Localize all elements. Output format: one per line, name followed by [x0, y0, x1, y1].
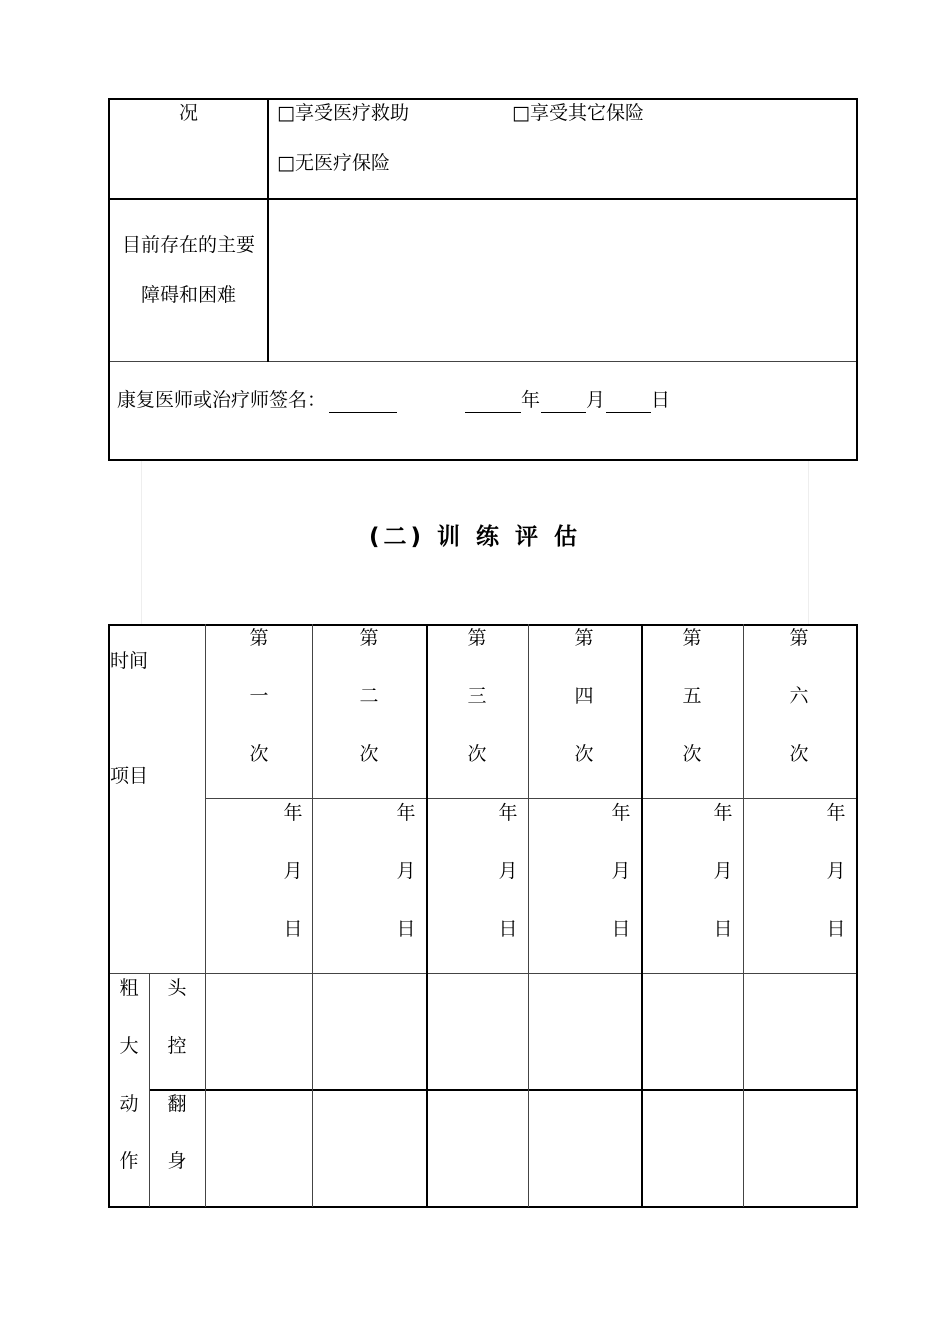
item-head-control-char-2: 控: [167, 1035, 187, 1057]
date-1-year: 年: [283, 802, 303, 824]
session-5-char-2: 五: [682, 685, 702, 707]
session-4-char-3: 次: [574, 743, 594, 765]
row2-label-line2: 障碍和困难: [141, 284, 237, 306]
row2-label-line1: 目前存在的主要: [122, 234, 256, 256]
item-rolling-char-2: 身: [167, 1150, 187, 1172]
date-6-month: 月: [826, 860, 846, 882]
date-4-day: 日: [611, 918, 631, 940]
date-6-year: 年: [826, 802, 846, 824]
session-6-char-2: 六: [789, 685, 809, 707]
session-5-char-1: 第: [682, 627, 702, 649]
year-label: 年: [521, 389, 541, 411]
row1-label: 况: [179, 102, 199, 124]
month-field[interactable]: [541, 412, 586, 413]
section-title: (二) 训 练 评 估: [368, 524, 582, 550]
day-field[interactable]: [606, 412, 651, 413]
session-3-char-1: 第: [467, 627, 487, 649]
header-time: 时间: [110, 650, 149, 672]
checkbox-no-insurance[interactable]: □无医疗保险: [277, 152, 390, 174]
date-5-month: 月: [713, 860, 733, 882]
date-3-month: 月: [498, 860, 518, 882]
header-item: 项目: [110, 765, 149, 787]
category-char-3: 动: [119, 1093, 139, 1115]
date-2-month: 月: [396, 860, 416, 882]
signature-label: 康复医师或治疗师签名：: [117, 389, 327, 411]
session-2-char-2: 二: [359, 685, 379, 707]
session-4-char-1: 第: [574, 627, 594, 649]
date-2-day: 日: [396, 918, 416, 940]
session-5-char-3: 次: [682, 743, 702, 765]
date-5-year: 年: [713, 802, 733, 824]
day-label: 日: [651, 389, 671, 411]
date-2-year: 年: [396, 802, 416, 824]
date-3-year: 年: [498, 802, 518, 824]
session-1-char-2: 一: [249, 685, 269, 707]
category-char-4: 作: [119, 1150, 139, 1172]
month-label: 月: [586, 389, 606, 411]
session-6-char-1: 第: [789, 627, 809, 649]
checkbox-medical-aid[interactable]: □享受医疗救助: [277, 102, 409, 124]
signature-field[interactable]: [329, 412, 397, 413]
date-6-day: 日: [826, 918, 846, 940]
date-4-year: 年: [611, 802, 631, 824]
date-3-day: 日: [498, 918, 518, 940]
session-4-char-2: 四: [574, 685, 594, 707]
session-1-char-3: 次: [249, 743, 269, 765]
session-2-char-3: 次: [359, 743, 379, 765]
session-1-char-1: 第: [249, 627, 269, 649]
session-3-char-2: 三: [467, 685, 487, 707]
session-2-char-1: 第: [359, 627, 379, 649]
session-3-char-3: 次: [467, 743, 487, 765]
checkbox-other-insurance[interactable]: □享受其它保险: [512, 102, 644, 124]
year-field[interactable]: [465, 412, 521, 413]
date-4-month: 月: [611, 860, 631, 882]
item-rolling-char-1: 翻: [167, 1093, 187, 1115]
category-char-2: 大: [119, 1035, 139, 1057]
category-char-1: 粗: [119, 977, 139, 999]
date-1-month: 月: [283, 860, 303, 882]
item-head-control-char-1: 头: [167, 977, 187, 999]
date-1-day: 日: [283, 918, 303, 940]
session-6-char-3: 次: [789, 743, 809, 765]
date-5-day: 日: [713, 918, 733, 940]
